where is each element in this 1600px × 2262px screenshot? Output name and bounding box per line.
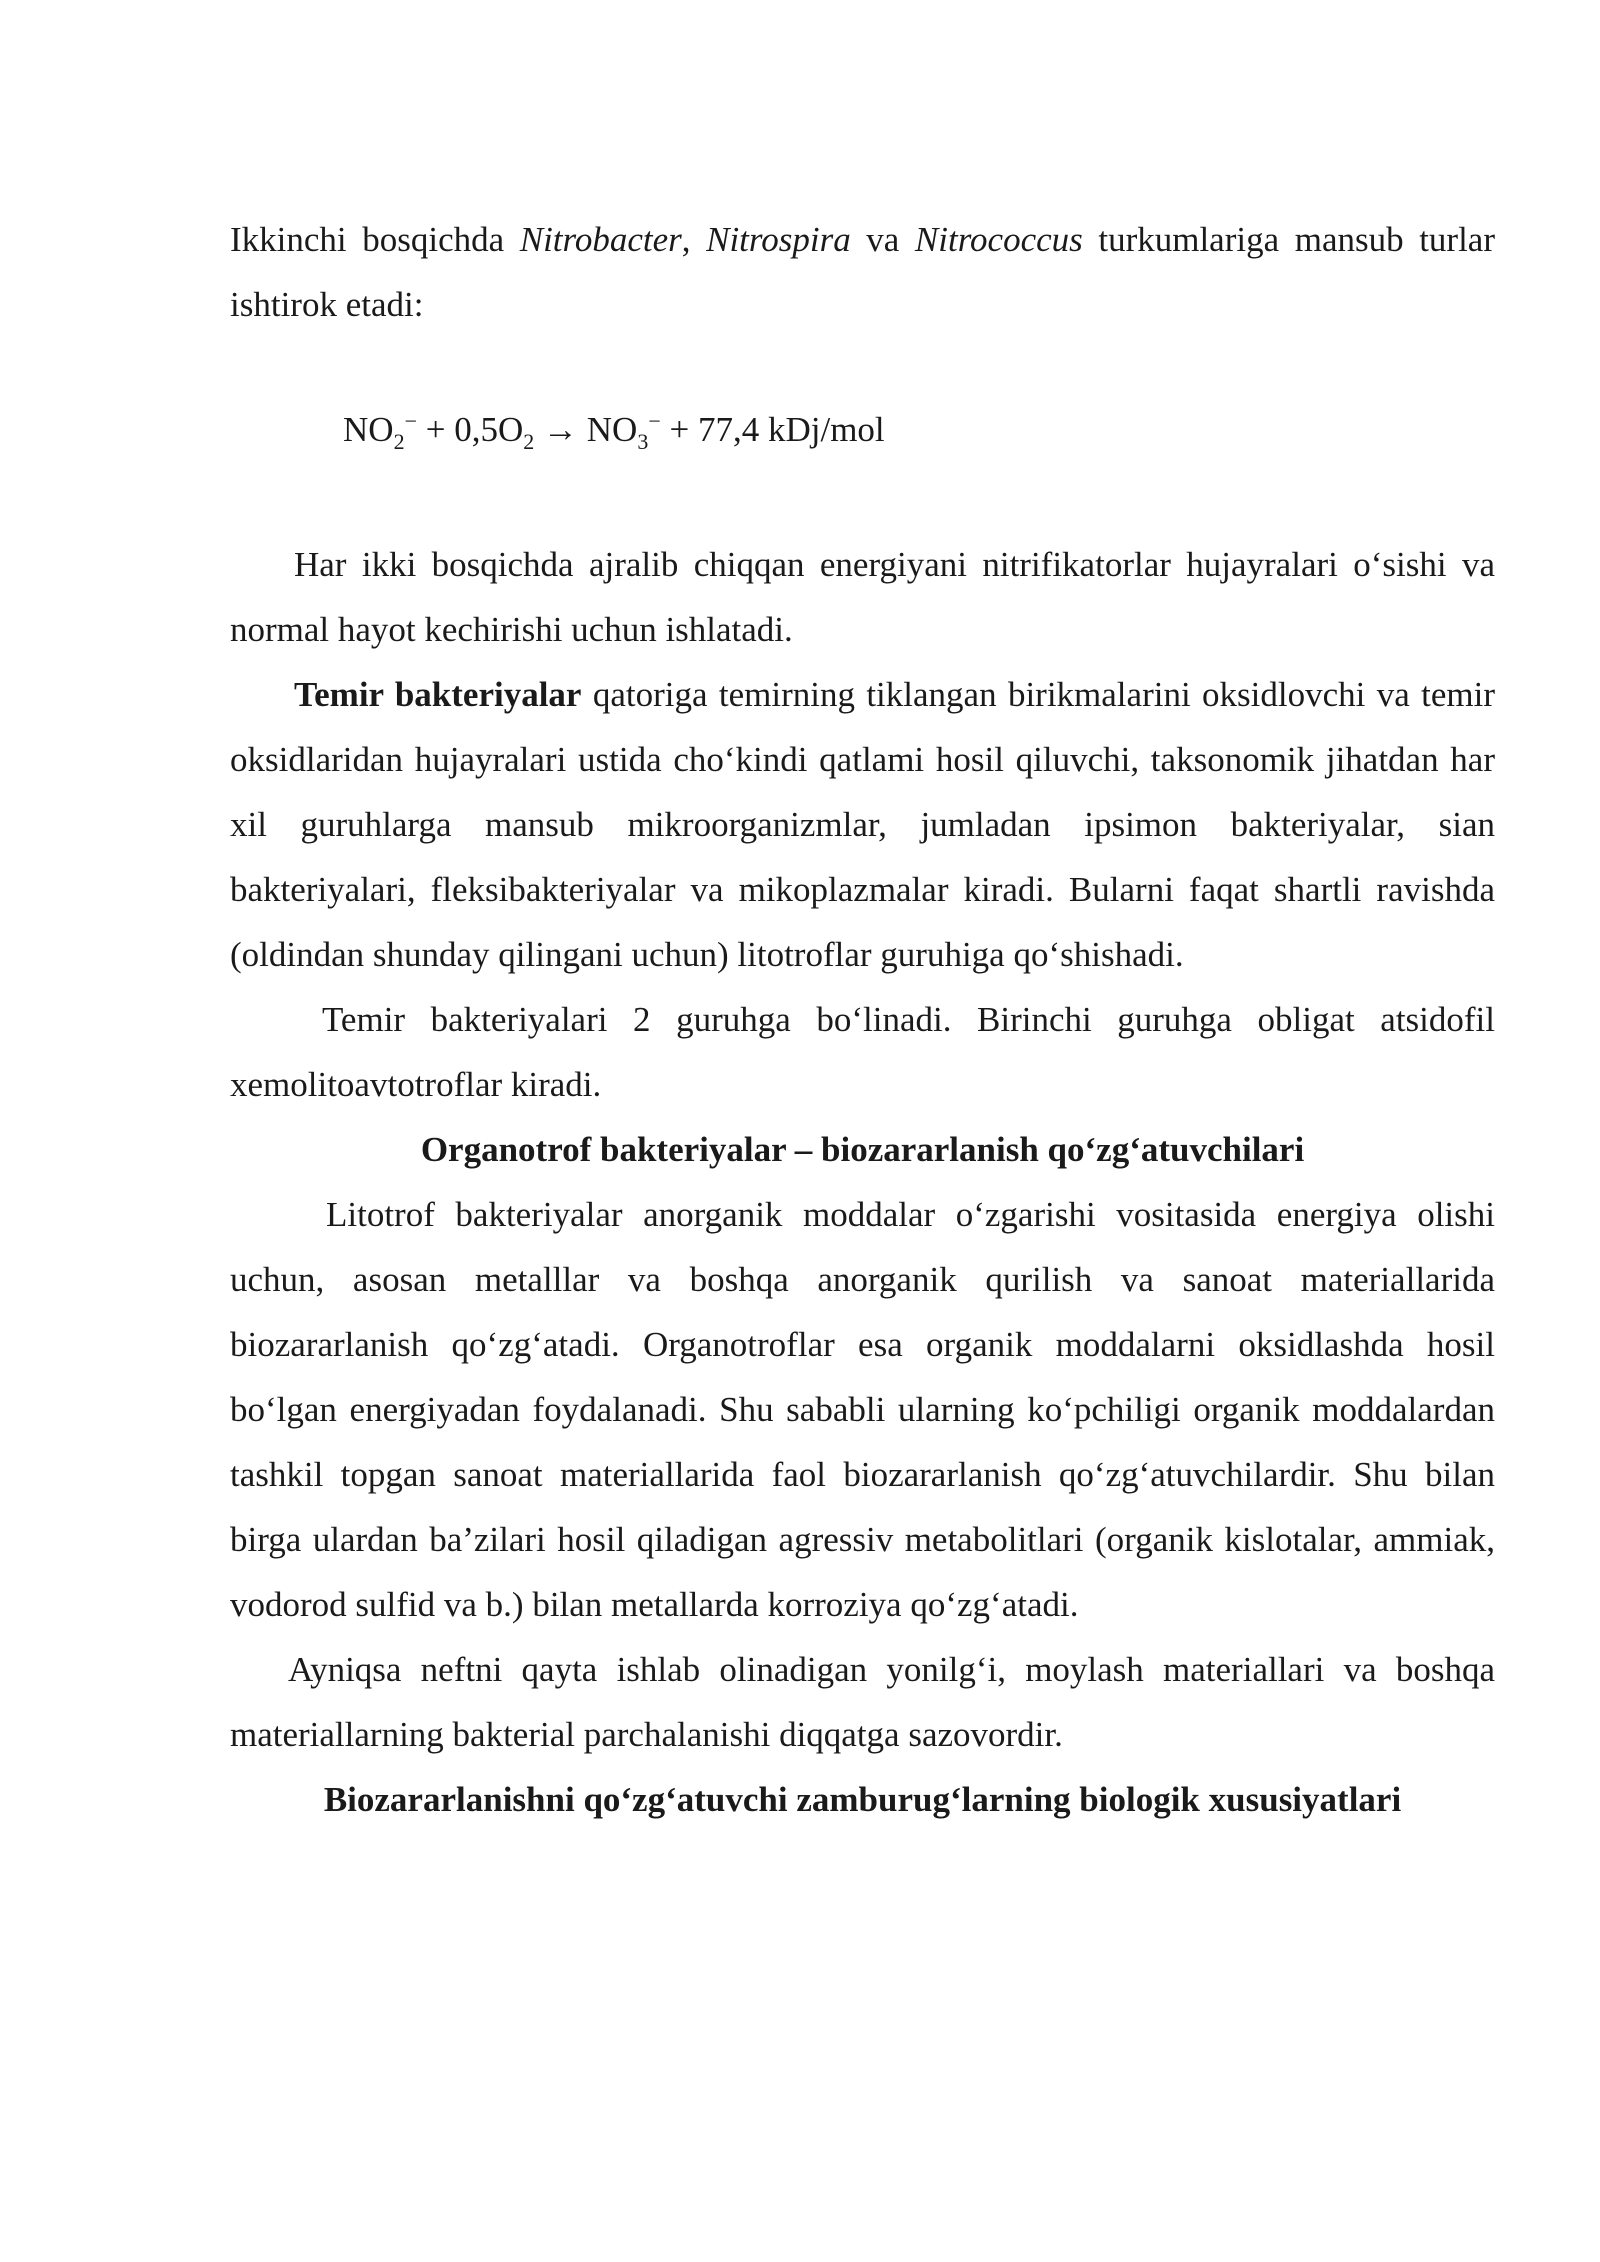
intro-part-4: turkumlariga mansub turlar ishtirok etadi: (230, 220, 1495, 324)
reaction-formula (343, 408, 885, 454)
main-body (230, 532, 1495, 1832)
intro-part-2: , (681, 220, 707, 259)
intro-text (230, 207, 1495, 337)
formula-energy: + 77,4 kDj/mol (660, 410, 885, 449)
paragraph-iron-bacteria (230, 662, 1495, 987)
formula-charge-1: − (404, 408, 417, 434)
iron-bacteria-term: Temir bakteriyalar (294, 675, 582, 714)
formula-arrow: → (534, 410, 587, 449)
formula-no2: NO (343, 410, 394, 449)
paragraph-energy: Har ikki bosqichda ajralib chiqqan energiyani nitrifikatorlar hujayralari o‘sishi va normal hayot kechirishi uchun ishlatadi. (230, 545, 1495, 649)
iron-bacteria-text: qatoriga temirning tiklangan birikmalarini oksidlovchi va temir oksidlaridan hujayralari ustida cho‘kindi qatlami hosil qiluvchi, taksonomik jihatdan har xil guruhlarga mansub mikroorganizmlar, jumladan ipsimon bakteriyalar, sian bakteriyalari, fleksibakteriyalar va mikoplazmalar kiradi. Bularni faqat shartli ravishda (oldindan shunday qilingani uchun) litotroflar guruhiga qo‘shishadi. (230, 675, 1496, 974)
paragraph-lithotrophs: Litotrof bakteriyalar anorganik moddalar o‘zgarishi vositasida energiya olishi uchun, asosan metalllar va boshqa anorganik qurilish va sanoat materiallarida biozararlanish qo‘zg‘atadi. Organotroflar esa organik moddalarni oksidlashda hosil bo‘lgan energiyadan foydalanadi. Shu sababli ularning ko‘pchiligi organik moddalardan tashkil topgan sanoat materiallarida faol biozararlanish qo‘zg‘atuvchilardir. Shu bilan birga ulardan ba’zilari hosil qiladigan agressiv metabolitlari (organik kislotalar, ammiak, vodorod sulfid va b.) bilan metallarda korroziya qo‘zg‘atadi. (230, 1195, 1495, 1624)
heading-fungi: Biozararlanishni qo‘zg‘atuvchi zamburug‘larning biologik xususiyatlari (323, 1780, 1402, 1819)
formula-sub-o2: 2 (523, 429, 535, 454)
formula-charge-2: − (648, 408, 661, 434)
genus-nitrospira: Nitrospira (706, 220, 851, 259)
formula-sub-3: 3 (637, 429, 649, 454)
formula-sub-2: 2 (393, 429, 405, 454)
paragraph-intro (230, 207, 1495, 337)
genus-nitrococcus: Nitrococcus (914, 220, 1083, 259)
formula-no3: NO (586, 410, 638, 449)
intro-part-1: Ikkinchi bosqichda (230, 220, 520, 259)
formula-o2: + 0,5O (416, 410, 524, 449)
genus-nitrobacter: Nitrobacter (519, 220, 682, 259)
paragraph-oil-products: Ayniqsa neftni qayta ishlab olinadigan yonilg‘i, moylash materiallari va boshqa materiallarning bakterial parchalanishi diqqatga sazovordir. (230, 1650, 1495, 1754)
intro-part-3: va (850, 220, 915, 259)
heading-organotrophs: Organotrof bakteriyalar – biozararlanish qo‘zg‘atuvchilari (420, 1130, 1305, 1169)
paragraph-iron-groups: Temir bakteriyalari 2 guruhga bo‘linadi. Birinchi guruhga obligat atsidofil xemolitoavtotroflar kiradi. (230, 1000, 1495, 1104)
